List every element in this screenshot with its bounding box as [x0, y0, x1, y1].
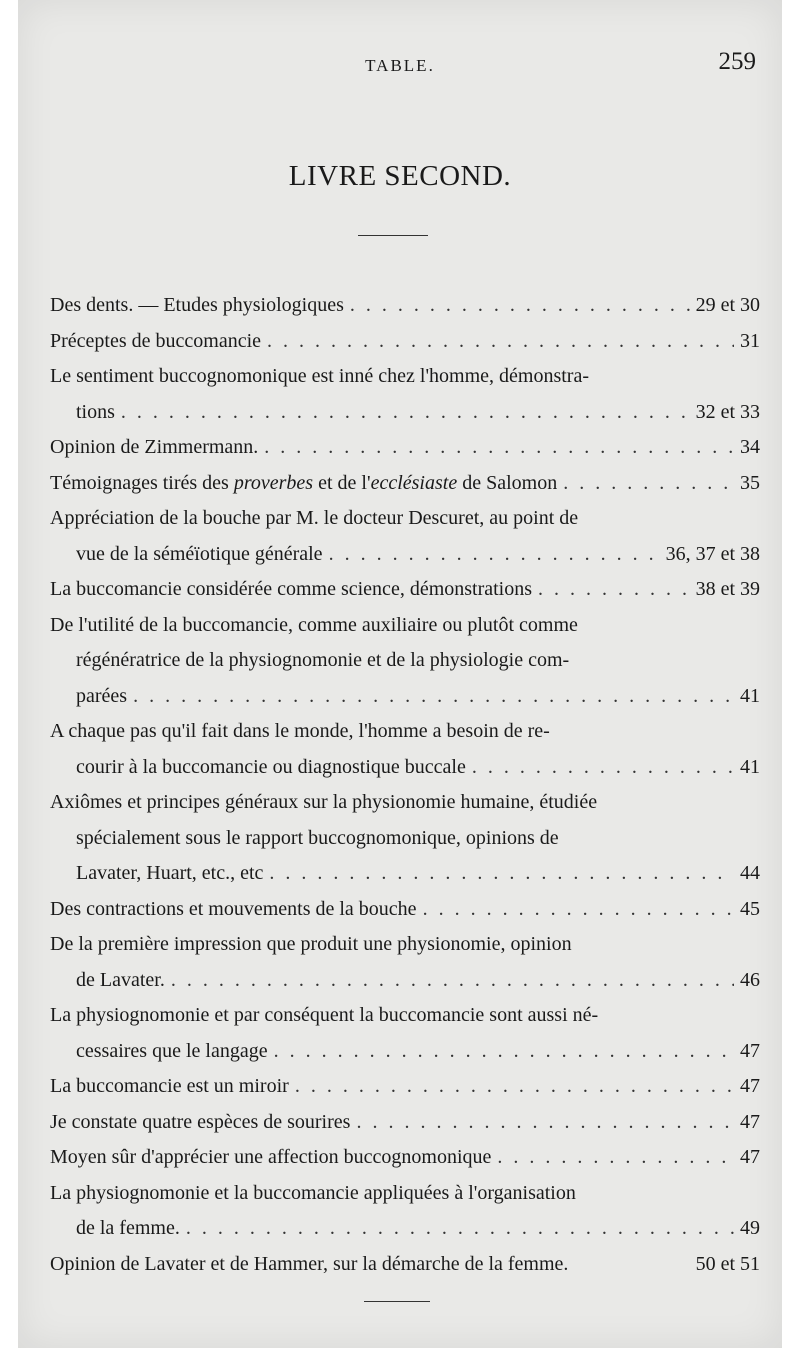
entry-text: cessaires que le langage — [76, 1039, 268, 1062]
entry-pages: 47 — [740, 1075, 760, 1097]
dot-leader — [497, 1140, 734, 1176]
entry-text: Lavater, Huart, etc., etc — [76, 862, 264, 884]
entry-text: de la femme. — [76, 1217, 180, 1239]
toc-entry — [50, 892, 760, 928]
dot-leader — [267, 324, 734, 360]
entry-pages: 36, 37 et 38 — [665, 542, 760, 565]
dot-leader — [350, 288, 690, 324]
dot-leader — [274, 1034, 734, 1070]
dot-leader — [472, 750, 734, 786]
title-divider — [358, 235, 428, 236]
entry-pages: 41 — [740, 755, 760, 778]
entry-text: Le sentiment buccognomonique est inné chez l'homme, démonstra- — [50, 365, 590, 387]
entry-pages: 47 — [740, 1039, 760, 1062]
dot-leader — [171, 963, 734, 999]
toc-entry — [50, 1069, 760, 1105]
end-divider — [364, 1301, 430, 1302]
toc-entry — [50, 430, 760, 466]
toc-entry — [50, 1176, 760, 1247]
entry-pages: 32 et 33 — [695, 400, 760, 423]
entry-text: Je constate quatre espèces de sourires — [50, 1110, 351, 1133]
entry-text: Moyen sûr d'apprécier une affection buccognomonique — [50, 1146, 492, 1168]
page-number: 259 — [718, 48, 756, 75]
dot-leader — [423, 892, 734, 928]
toc-entry — [50, 572, 760, 608]
entry-pages: 49 — [740, 1217, 760, 1239]
toc-entry — [50, 466, 760, 502]
entry-text: spécialement sous le rapport buccognomonique, opinions de — [76, 826, 559, 849]
entry-text: A chaque pas qu'il fait dans le monde, l'homme a besoin de re- — [50, 720, 550, 742]
toc-entry — [50, 785, 760, 892]
running-title: TABLE. — [365, 56, 435, 75]
section-title: LIVRE SECOND. — [288, 160, 512, 192]
entry-text: vue de la séméïotique générale — [76, 542, 323, 565]
dot-leader — [264, 430, 734, 466]
dot-leader — [269, 856, 734, 892]
entry-pages: 35 — [740, 471, 760, 494]
dot-leader — [295, 1069, 734, 1105]
entry-text: La buccomancie est un miroir — [50, 1075, 289, 1097]
dot-leader — [186, 1211, 734, 1247]
dot-leader — [356, 1105, 734, 1141]
entry-pages: 34 — [740, 436, 760, 458]
entry-pages: 44 — [740, 862, 760, 884]
entry-text: Opinion de Lavater et de Hammer, sur la démarche de la femme. — [50, 1252, 569, 1275]
entry-text: régénératrice de la physiognomonie et de la physiologie com- — [76, 649, 570, 671]
toc-entry — [50, 998, 760, 1069]
entry-text: Des dents. — Etudes physiologiques — [50, 294, 344, 316]
entry-pages: 31 — [740, 329, 760, 352]
toc-entry — [50, 714, 760, 785]
toc-entry — [50, 1140, 760, 1176]
toc-entry — [50, 359, 760, 430]
entry-text: Appréciation de la bouche par M. le docteur Descuret, au point de — [50, 507, 579, 529]
entry-pages: 41 — [740, 684, 760, 707]
toc-entry — [50, 288, 760, 324]
dot-leader — [563, 466, 734, 502]
entry-pages: 29 et 30 — [695, 294, 760, 316]
entry-pages: 46 — [740, 968, 760, 991]
entry-text: Axiômes et principes généraux sur la physionomie humaine, étudiée — [50, 791, 598, 813]
entry-pages: 50 et 51 — [695, 1252, 760, 1275]
entry-text: Des contractions et mouvements de la bouche — [50, 897, 417, 920]
entry-text: La physiognomonie et la buccomancie appliquées à l'organisation — [50, 1181, 576, 1204]
entry-pages: 47 — [740, 1110, 760, 1133]
entry-text: La buccomancie considérée comme science, démonstrations — [50, 578, 533, 600]
dot-leader — [329, 537, 660, 573]
entry-text: La physiognomonie et par conséquent la buccomancie sont aussi né- — [50, 1004, 599, 1026]
book-page — [18, 0, 782, 1348]
entry-text: De l'utilité de la buccomancie, comme auxiliaire ou plutôt comme — [50, 613, 578, 636]
entry-text: De la première impression que produit une physionomie, opinion — [50, 933, 572, 955]
dot-leader — [121, 395, 690, 431]
entry-text: Opinion de Zimmermann. — [50, 436, 259, 458]
toc-entry — [50, 1105, 760, 1141]
entry-text: Témoignages tirés des proverbes et de l'ecclésiaste de Salomon — [50, 471, 558, 494]
dot-leader — [538, 572, 690, 608]
entry-pages: 38 et 39 — [695, 578, 760, 600]
toc-entry — [50, 324, 760, 360]
entry-text: tions — [76, 400, 115, 423]
entry-pages: 47 — [740, 1146, 760, 1168]
entry-text: courir à la buccomancie ou diagnostique buccale — [76, 755, 466, 778]
entry-text: parées — [76, 684, 128, 707]
toc-entry — [50, 927, 760, 998]
entry-text: de Lavater. — [76, 968, 165, 991]
dot-leader — [133, 679, 734, 715]
toc-entry — [50, 501, 760, 572]
toc-entry — [50, 608, 760, 715]
entry-pages: 45 — [740, 897, 760, 920]
table-of-contents — [50, 288, 760, 1282]
entry-text: Préceptes de buccomancie — [50, 329, 262, 352]
toc-entry — [50, 1247, 760, 1283]
